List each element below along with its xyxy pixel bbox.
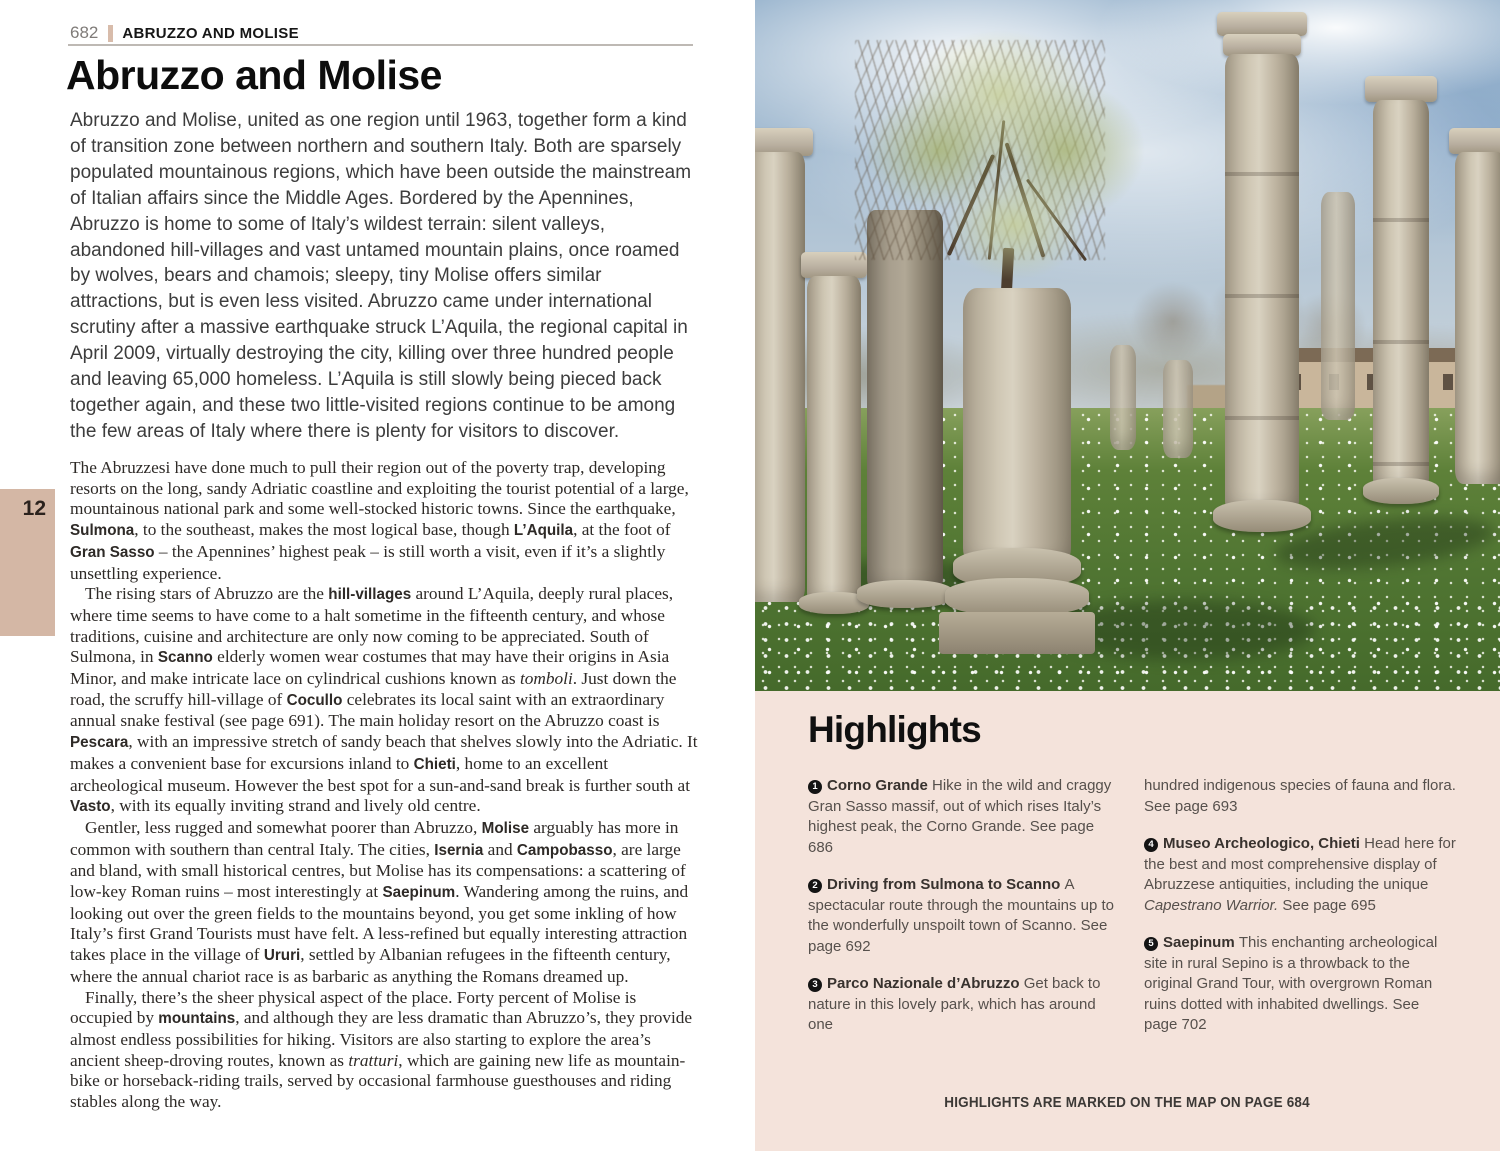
body-paragraph bbox=[70, 458, 702, 584]
highlight-number-badge: 4 bbox=[1144, 838, 1158, 852]
text-run-b: L’Aquila bbox=[513, 522, 574, 540]
column-base-ring bbox=[945, 578, 1089, 616]
text-run-b: Isernia bbox=[434, 841, 484, 859]
text-run: Get back to nature in this lovely park, which has around one bbox=[808, 975, 1101, 1033]
running-header bbox=[70, 22, 299, 44]
text-run: . Wandering among the ruins, and looking out over the green fields to the mountains beyond, you get some inkling of how Italy’s first Grand Tourists must have felt. A less-refined but equally interesting attraction takes place in the village of bbox=[70, 882, 689, 965]
highlight-name: Driving from Sulmona to Scanno bbox=[827, 876, 1065, 893]
text-run-b: Vasto bbox=[70, 798, 111, 816]
text-run-b: Cocullo bbox=[286, 691, 343, 709]
text-run-b: Sulmona bbox=[70, 522, 135, 540]
page-title: Abruzzo and Molise bbox=[66, 52, 442, 98]
highlights-footer bbox=[755, 1094, 1500, 1112]
text-run: hundred indigenous species of fauna and flora. See page 693 bbox=[1144, 777, 1456, 815]
highlight-item bbox=[808, 974, 1120, 1036]
text-run: elderly women wear costumes that may have their origins in Asia Minor, and make intricate lace on cylindrical cushions known as bbox=[70, 647, 670, 689]
column-capital bbox=[1217, 12, 1307, 36]
text-run-b: Saepinum bbox=[382, 884, 456, 902]
highlight-item bbox=[808, 776, 1120, 858]
text-run: and bbox=[483, 839, 517, 859]
text-run: , to the southeast, makes the most logical base, though bbox=[134, 520, 514, 540]
text-run: The Abruzzesi have done much to pull their region out of the poverty trap, developing resorts on the long, sandy Adriatic coastline and exploiting the tourist potential of a large, mountainous national park and some well-stocked historic towns. Since the earthquake, bbox=[70, 458, 689, 519]
body-paragraph bbox=[70, 818, 702, 988]
text-run: , with its equally inviting strand and lively old centre. bbox=[110, 796, 481, 816]
text-run-b: Gran Sasso bbox=[70, 543, 155, 561]
text-run: arguably has more in common with southern than central Italy. The cities, bbox=[70, 817, 679, 859]
highlight-name: Corno Grande bbox=[827, 777, 933, 794]
column-base bbox=[1213, 500, 1311, 532]
highlight-name: Museo Archeologico, Chieti bbox=[1163, 835, 1365, 852]
body-paragraph bbox=[70, 584, 702, 818]
highlights-title: Highlights bbox=[808, 709, 981, 750]
highlight-number-badge: 1 bbox=[808, 780, 822, 794]
column-capital bbox=[1449, 128, 1500, 154]
text-run: Gentler, less rugged and somewhat poorer than Abruzzo, bbox=[85, 817, 482, 837]
body-text bbox=[70, 458, 702, 1113]
highlight-number-badge: 2 bbox=[808, 879, 822, 893]
column-base bbox=[1363, 478, 1439, 504]
column bbox=[1455, 152, 1500, 484]
column-distant bbox=[1163, 360, 1193, 458]
highlights-footer-text: HIGHLIGHTS ARE MARKED ON THE MAP ON PAGE 684 bbox=[944, 1094, 1311, 1111]
text-run: , which are gaining new life as mountain-bike or horseback-riding trails, served by occasional farmhouse guesthouses and riding stables along the way. bbox=[70, 1050, 686, 1112]
highlights-panel bbox=[755, 691, 1500, 1151]
column-capital bbox=[1223, 34, 1301, 56]
highlights-col-2 bbox=[1144, 776, 1456, 1053]
text-run: , and although they are less dramatic than Abruzzo’s, they provide almost endless possibilities for hiking. Visitors are also starting to explore the area’s ancient sheep-droving routes, known as bbox=[70, 1008, 693, 1070]
text-run: . Just down the road, the scruffy hill-village of bbox=[70, 669, 677, 709]
text-run: , are large and bland, with small historical centres, but Molise has its compensations: a scattering of low-key Roman ruins – most interestingly at bbox=[70, 839, 686, 902]
text-run-b: Scanno bbox=[157, 649, 213, 667]
tree-foliage bbox=[945, 170, 1085, 280]
text-run-b: Ururi bbox=[263, 947, 301, 965]
column-capital bbox=[1365, 76, 1437, 102]
highlight-item bbox=[1144, 933, 1456, 1036]
text-run: , at the foot of bbox=[573, 520, 671, 540]
highlight-item bbox=[1144, 776, 1456, 817]
column-foreground bbox=[963, 288, 1071, 568]
text-run: celebrates its local saint with an extraordinary annual snake festival (see page 691). The main holiday resort on the Abruzzo coast is bbox=[70, 689, 665, 731]
text-run: , home to an excellent archeological museum. However the best spot for a sun-and-sand break is further south at bbox=[70, 753, 691, 795]
highlight-number-badge: 3 bbox=[808, 978, 822, 992]
text-run: A spectacular route through the mountains up to the wonderfully unspoilt town of Scanno. See page 692 bbox=[808, 876, 1115, 955]
column-broken bbox=[867, 210, 943, 592]
text-run-b: mountains bbox=[158, 1010, 236, 1028]
text-run: See page 695 bbox=[1278, 896, 1376, 914]
text-run: , settled by Albanian refugees in the fifteenth century, where the annual chariot race is as barbaric as anything the Romans dreamed up. bbox=[70, 945, 671, 986]
text-run-b: Campobasso bbox=[516, 841, 613, 859]
highlights-col-1 bbox=[808, 776, 1120, 1053]
text-run: Hike in the wild and craggy Gran Sasso massif, out of which rises Italy’s highest peak, the Corno Grande. See page 686 bbox=[808, 777, 1112, 856]
header-accent-bar bbox=[108, 25, 113, 42]
text-run: This enchanting archeological site in rural Sepino is a throwback to the original Grand Tour, with overgrown Roman ruins dotted with inhabited dwellings. See page 702 bbox=[1144, 934, 1438, 1033]
text-run-i: tomboli bbox=[519, 669, 573, 689]
photo-saepinum-ruins bbox=[755, 0, 1500, 691]
highlight-name: Saepinum bbox=[1163, 934, 1239, 951]
highlight-item bbox=[808, 875, 1120, 957]
highlight-name: Parco Nazionale d’Abruzzo bbox=[827, 975, 1024, 992]
column-plinth bbox=[939, 612, 1095, 654]
intro-paragraph: Abruzzo and Molise, united as one region until 1963, together form a kind of transition zone between northern and southern Italy. Both are sparsely populated mountainous regions, which have been outside the mainstream of Italian affairs since the Middle Ages. Bordered by the Apennines, Abruzzo is home to some of Italy’s wildest terrain: silent valleys, abandoned hill-villages and vast untamed mountain plains, once roamed by wolves, bears and chamois; sleepy, tiny Molise offers similar attractions, but is even less visited. Abruzzo came under international scrutiny after a massive earthquake struck L’Aquila, the regional capital in April 2009, virtually destroying the city, killing over three hundred people and leaving 65,000 homeless. L’Aquila is still slowly being pieced back together again, and these two little-visited regions continue to be among the few areas of Italy where there is plenty for visitors to discover. bbox=[70, 110, 692, 442]
column-distant bbox=[1110, 345, 1136, 450]
highlight-number-badge: 5 bbox=[1144, 937, 1158, 951]
text-run-b: Pescara bbox=[70, 734, 129, 752]
column-base bbox=[857, 580, 953, 608]
page-number: 682 bbox=[70, 23, 99, 42]
text-run-b: Molise bbox=[481, 819, 530, 837]
right-page bbox=[755, 0, 1500, 1151]
text-run-b: hill-villages bbox=[328, 586, 412, 604]
text-run-i: tratturi bbox=[348, 1050, 399, 1070]
header-rule bbox=[68, 44, 693, 46]
highlights-columns bbox=[808, 776, 1456, 1053]
body-paragraph bbox=[70, 988, 702, 1113]
chapter-tab bbox=[0, 489, 55, 636]
text-run: The rising stars of Abruzzo are the bbox=[85, 584, 329, 604]
text-run-i: Capestrano Warrior. bbox=[1144, 896, 1279, 914]
text-run: Finally, there’s the sheer physical aspect of the place. Forty percent of Molise is occupied by bbox=[70, 987, 637, 1028]
column-distant bbox=[1321, 192, 1355, 420]
highlight-item bbox=[1144, 834, 1456, 916]
text-run-b: Chieti bbox=[413, 755, 456, 773]
column bbox=[807, 276, 861, 606]
text-run: – the Apennines’ highest peak – is still worth a visit, even if it’s a slightly unsettling experience. bbox=[70, 541, 666, 583]
column bbox=[755, 152, 805, 602]
text-run: Head here for the best and most comprehensive display of Abruzzese antiquities, including the unique bbox=[1144, 835, 1456, 893]
running-header-title: ABRUZZO AND MOLISE bbox=[122, 24, 299, 42]
column bbox=[1373, 100, 1429, 492]
column-tall bbox=[1225, 54, 1299, 514]
text-run: around L’Aquila, deeply rural places, where time seems to have come to a halt sometime in the fifteenth century, and whose traditions, cuisine and architecture are only now coming to be appreciated. South of Sulmona, in bbox=[70, 584, 674, 667]
chapter-number: 12 bbox=[22, 497, 46, 520]
text-run: , with an impressive stretch of sandy beach that shelves slowly into the Adriatic. It makes a convenient base for excursions inland to bbox=[70, 732, 698, 773]
